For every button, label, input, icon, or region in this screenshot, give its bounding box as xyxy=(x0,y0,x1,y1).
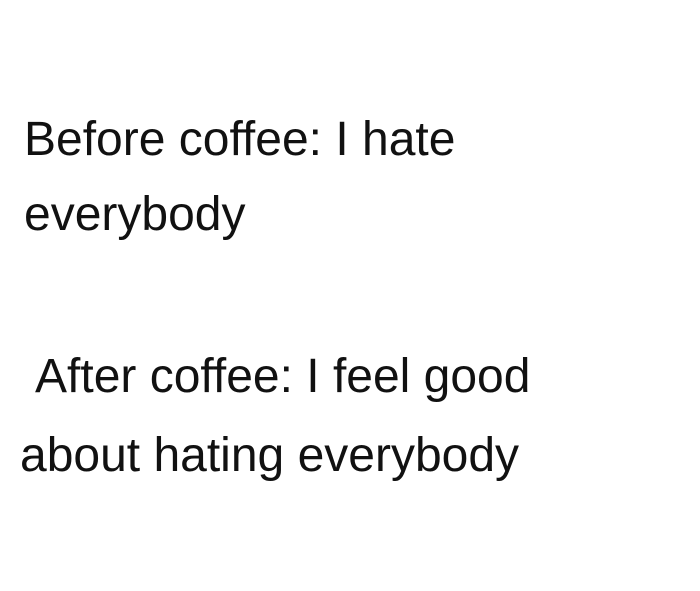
after-coffee-line-2: about hating everybody xyxy=(20,429,520,482)
after-coffee-line-1: After coffee: I feel good xyxy=(35,350,531,403)
before-coffee-line-2: everybody xyxy=(24,188,246,241)
before-coffee-line-1: Before coffee: I hate xyxy=(24,113,456,166)
